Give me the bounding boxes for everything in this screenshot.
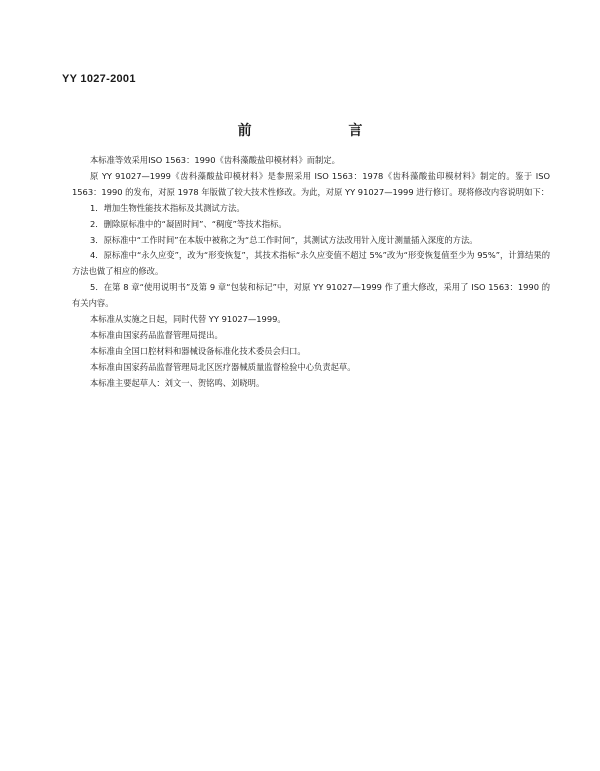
paragraph-replacement: 本标准从实施之日起，同时代替 YY 91027—1999。 <box>90 314 286 325</box>
change-item-4: 4．原标准中“永久应变”，改为“形变恢复”，其技术指标“永久应变值不超过 5%”改为“形变恢复值至少为 95%”，计算结果的方法也做了相应的修改。 <box>72 250 550 277</box>
paragraph-history: 原 YY 91027—1999《齿科藻酸盐印模材料》是参照采用 ISO 1563：1978《齿科藻酸盐印模材料》制定的。鉴于 ISO 1563：1990 的发布，对原 1978 年版做了较大技术性修改。为此，对原 YY 91027—1999 进行修订。现将修改内容说明如下： <box>72 170 550 197</box>
change-item-5: 5．在第 8 章“使用说明书”及第 9 章“包装和标记”中，对原 YY 91027—1999 作了重大修改，采用了 ISO 1563：1990 的有关内容。 <box>72 282 550 309</box>
paragraph-drafter-org: 本标准由国家药品监督管理局北区医疗器械质量监督检验中心负责起草。 <box>90 361 356 372</box>
paragraph-proposer: 本标准由国家药品监督管理局提出。 <box>90 329 223 340</box>
standard-code: YY 1027-2001 <box>62 73 136 85</box>
change-item-2: 2．删除原标准中的“凝固时间”、“稠度”等技术指标。 <box>90 218 287 229</box>
foreword-body <box>72 153 550 392</box>
paragraph-committee: 本标准由全国口腔材料和器械设备标准化技术委员会归口。 <box>90 345 306 356</box>
page-title: 前 言 <box>237 123 409 139</box>
change-item-1: 1．增加生物性能技术指标及其测试方法。 <box>90 202 245 213</box>
paragraph-adoption: 本标准等效采用ISO 1563：1990《齿科藻酸盐印模材料》而制定。 <box>90 155 340 165</box>
paragraph-drafters: 本标准主要起草人：刘文一、贺铭鸣、刘晓明。 <box>90 377 265 388</box>
change-item-3: 3．原标准中“工作时间”在本版中被称之为“总工作时间”，其测试方法改用针入度计测量插入深度的方法。 <box>90 234 478 245</box>
